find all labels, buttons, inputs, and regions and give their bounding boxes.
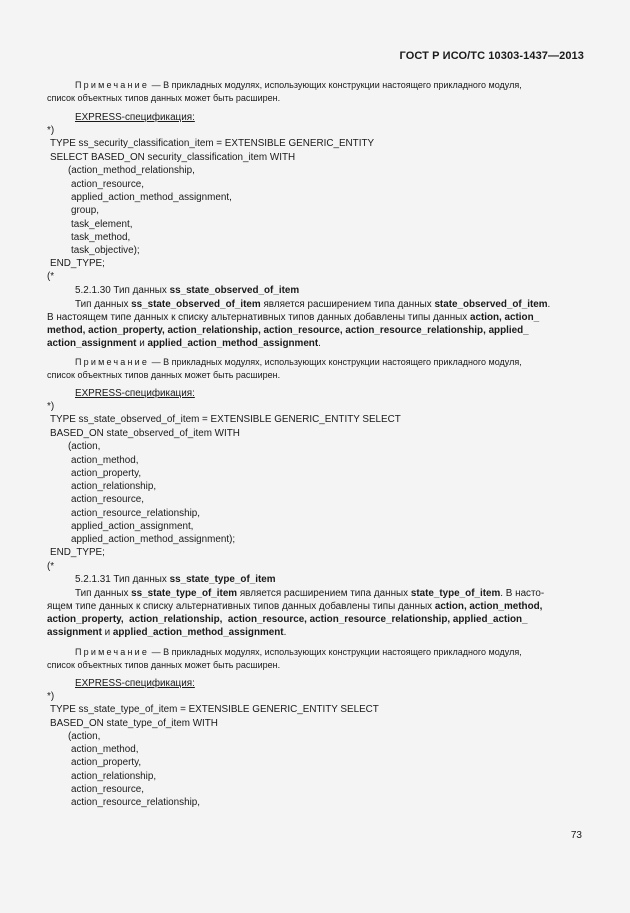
code-line: action_property, — [71, 757, 142, 768]
code-line: action_resource_relationship, — [71, 508, 201, 519]
code-line: applied_action_method_assignment); — [71, 534, 236, 545]
code-line: *) — [47, 401, 55, 412]
code-line: END_TYPE; — [50, 258, 105, 269]
code-line: TYPE ss_state_type_of_item = EXTENSIBLE GENERIC_ENTITY SELECT — [50, 704, 379, 715]
code-line: TYPE ss_state_observed_of_item = EXTENSIBLE GENERIC_ENTITY SELECT — [50, 414, 401, 425]
code-line: (* — [47, 271, 55, 282]
code-line: *) — [47, 125, 55, 136]
code-line: END_TYPE; — [50, 547, 105, 558]
code-line: task_element, — [71, 219, 133, 230]
code-line: task_method, — [71, 232, 131, 243]
code-line: TYPE ss_security_classification_item = EXTENSIBLE GENERIC_ENTITY — [50, 138, 375, 149]
paragraph-line: Тип данных ss_state_type_of_item является расширением типа данных state_type_of_item. В насто- — [75, 588, 545, 599]
note-line: список объектных типов данных может быть расширен. — [47, 370, 281, 380]
code-line: action_relationship, — [71, 771, 157, 782]
code-line: SELECT BASED_ON security_classification_item WITH — [50, 152, 296, 163]
code-line: action_resource, — [71, 179, 145, 190]
code-line: task_objective); — [71, 245, 140, 256]
express-label: EXPRESS-спецификация: — [75, 388, 195, 399]
note-line: список объектных типов данных может быть расширен. — [47, 660, 281, 670]
code-line: (* — [47, 561, 55, 572]
note-line: Примечание — В прикладных модулях, использующих конструкции настоящего прикладного модуля, — [75, 357, 522, 367]
paragraph-line: assignment и applied_action_method_assignment. — [47, 627, 287, 638]
code-line: *) — [47, 691, 55, 702]
express-label: EXPRESS-спецификация: — [75, 112, 195, 123]
paragraph-line: action_assignment и applied_action_method_assignment. — [47, 338, 321, 349]
code-line: action_method, — [71, 455, 139, 466]
paragraph-line: ящем типе данных к списку альтернативных типов данных добавлены типы данных action, action_method, — [47, 601, 543, 612]
paragraph-line: Тип данных ss_state_observed_of_item является расширением типа данных state_observed_of_item. — [75, 299, 551, 310]
paragraph-line: method, action_property, action_relationship, action_resource, action_resource_relationship, applied_ — [47, 325, 529, 336]
code-line: action_resource, — [71, 494, 145, 505]
code-line: (action, — [68, 441, 101, 452]
note-line: список объектных типов данных может быть расширен. — [47, 93, 281, 103]
code-line: (action_method_relationship, — [68, 165, 195, 176]
page-number: 73 — [570, 830, 582, 841]
code-line: action_resource_relationship, — [71, 797, 201, 808]
express-label: EXPRESS-спецификация: — [75, 678, 195, 689]
code-line: (action, — [68, 731, 101, 742]
code-line: BASED_ON state_observed_of_item WITH — [50, 428, 240, 439]
section-heading: 5.2.1.30 Тип данных ss_state_observed_of_item — [75, 285, 300, 296]
document-header: ГОСТ Р ИСО/ТС 10303-1437—2013 — [399, 50, 584, 62]
code-line: action_relationship, — [71, 481, 157, 492]
note-line: Примечание — В прикладных модулях, использующих конструкции настоящего прикладного модуля, — [75, 647, 522, 657]
code-line: BASED_ON state_type_of_item WITH — [50, 718, 218, 729]
code-line: action_resource, — [71, 784, 145, 795]
paragraph-line: action_property, action_relationship, action_resource, action_resource_relationship, applied_action_ — [47, 614, 528, 625]
code-line: action_property, — [71, 468, 142, 479]
code-line: applied_action_assignment, — [71, 521, 194, 532]
paragraph-line: В настоящем типе данных к списку альтернативных типов данных добавлены типы данных action, action_ — [47, 312, 540, 323]
note-line: Примечание — В прикладных модулях, использующих конструкции настоящего прикладного модуля, — [75, 80, 522, 90]
code-line: applied_action_method_assignment, — [71, 192, 232, 203]
code-line: action_method, — [71, 744, 139, 755]
section-heading: 5.2.1.31 Тип данных ss_state_type_of_item — [75, 574, 276, 585]
code-line: group, — [71, 205, 100, 216]
